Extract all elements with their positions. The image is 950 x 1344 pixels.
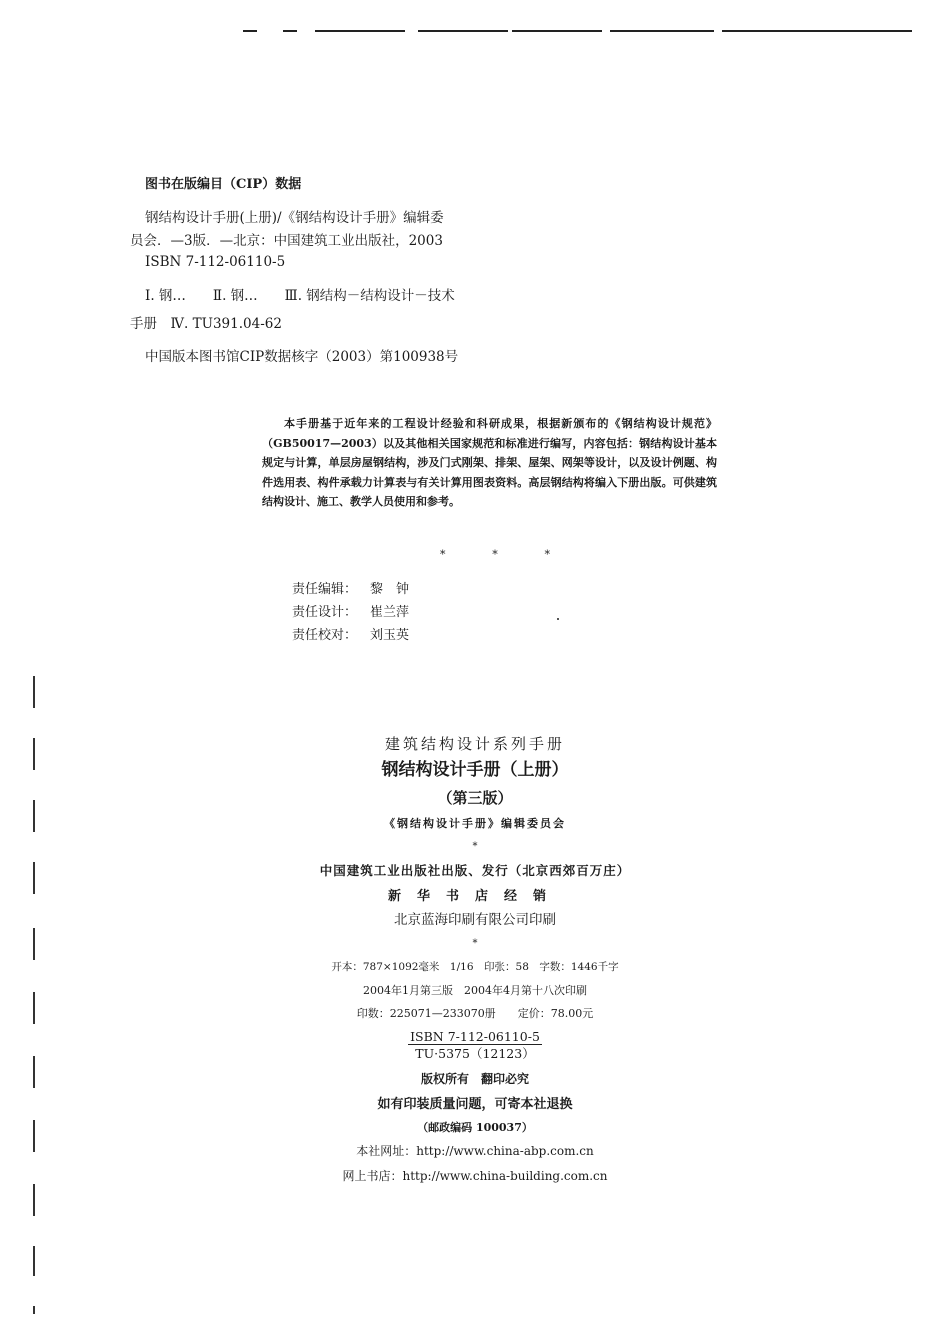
print-run-and-price: 印数：225071—233070册 定价：78.00元 (356, 1007, 594, 1020)
cip-isbn: ISBN 7-112-06110-5 (145, 254, 286, 270)
separator-star: * (492, 548, 498, 561)
margin-mark (33, 1120, 35, 1152)
distributor: 新华书店经销 (387, 889, 562, 904)
colophon-star-1: * (472, 841, 478, 852)
staff-name: 刘玉英 (370, 628, 410, 643)
online-bookstore: 网上书店：http://www.china-building.com.cn (342, 1169, 608, 1183)
staff-label: 责任校对： (292, 628, 358, 643)
top-rule-7 (722, 30, 912, 32)
top-rule-2 (283, 30, 297, 32)
cip-line-1: 钢结构设计手册(上册)/《钢结构设计手册》编辑委 (145, 210, 444, 226)
margin-mark (33, 1246, 35, 1276)
quality-notice: 如有印装质量问题，可寄本社退换 (377, 1097, 573, 1112)
top-rule-6 (610, 30, 714, 32)
format-specs: 开本：787×1092毫米 1/16 印张：58 字数：1446千字 (331, 961, 619, 973)
publisher: 中国建筑工业出版社出版、发行（北京西郊百万庄） (319, 863, 631, 878)
scan-speck (557, 618, 559, 620)
staff-row-proofreader (292, 624, 409, 643)
colophon-isbn: ISBN 7-112-06110-5 (410, 1029, 540, 1044)
margin-mark (33, 992, 35, 1024)
margin-mark (33, 738, 35, 770)
edition-dates: 2004年1月第三版 2004年4月第十八次印刷 (363, 984, 587, 997)
top-rule-1 (243, 30, 257, 32)
separator-star: * (440, 548, 446, 561)
cip-record-number: 中国版本图书馆CIP数据核字（2003）第100938号 (145, 349, 459, 365)
staff-row-designer (292, 601, 409, 620)
cip-classes-line-1: Ⅰ. 钢… Ⅱ. 钢… Ⅲ. 钢结构－结构设计－技术 (145, 288, 455, 304)
cip-classes-line-2: 手册 Ⅳ. TU391.04-62 (130, 316, 282, 332)
margin-mark (33, 800, 35, 832)
series-title: 建筑结构设计系列手册 (384, 735, 565, 753)
top-rule-5 (512, 30, 602, 32)
colophon-isbn-line (0, 1031, 950, 1044)
staff-row-editor (292, 578, 409, 597)
margin-mark (33, 1056, 35, 1088)
publisher-website: 本社网址：http://www.china-abp.com.cn (356, 1144, 594, 1158)
separator-stars (440, 548, 550, 561)
copyright-notice: 版权所有 翻印必究 (420, 1072, 529, 1086)
cip-heading: 图书在版编目（CIP）数据 (145, 177, 302, 192)
margin-mark (33, 1184, 35, 1216)
staff-label: 责任编辑： (292, 582, 358, 597)
staff-name: 崔兰萍 (370, 605, 410, 620)
margin-mark (33, 862, 35, 894)
book-summary: 本手册基于近年来的工程设计经验和科研成果，根据新颁布的《钢结构设计规范》（GB50017—2003）以及其他相关国家规范和标准进行编写，内容包括：钢结构设计基本规定与计算，单层房屋钢结构，涉及门式刚架、排架、屋架、网架等设计，以及设计例题、构件选用表、构件承载力计算表与有关计算用图表资料。高层钢结构将编入下册出版。可供建筑结构设计、施工、教学人员使用和参考。 (262, 417, 717, 509)
separator-star: * (544, 548, 550, 561)
margin-mark (33, 1306, 35, 1314)
editorial-committee: 《钢结构设计手册》编辑委员会 (384, 817, 566, 830)
staff-label: 责任设计： (292, 605, 358, 620)
top-rule-4 (418, 30, 508, 32)
edition: （第三版） (437, 789, 513, 807)
colophon-star-2: * (472, 938, 478, 949)
cip-line-2: 员会．—3版．—北京：中国建筑工业出版社，2003 (130, 233, 443, 249)
top-rule-3 (315, 30, 405, 32)
tu-number: TU·5375（12123） (415, 1046, 535, 1061)
book-title: 钢结构设计手册（上册） (381, 760, 569, 780)
margin-mark (33, 676, 35, 708)
postal-code: （邮政编码 100037） (417, 1121, 533, 1134)
printer: 北京蓝海印刷有限公司印刷 (394, 912, 556, 928)
staff-name: 黎 钟 (370, 582, 410, 597)
margin-mark (33, 928, 35, 960)
